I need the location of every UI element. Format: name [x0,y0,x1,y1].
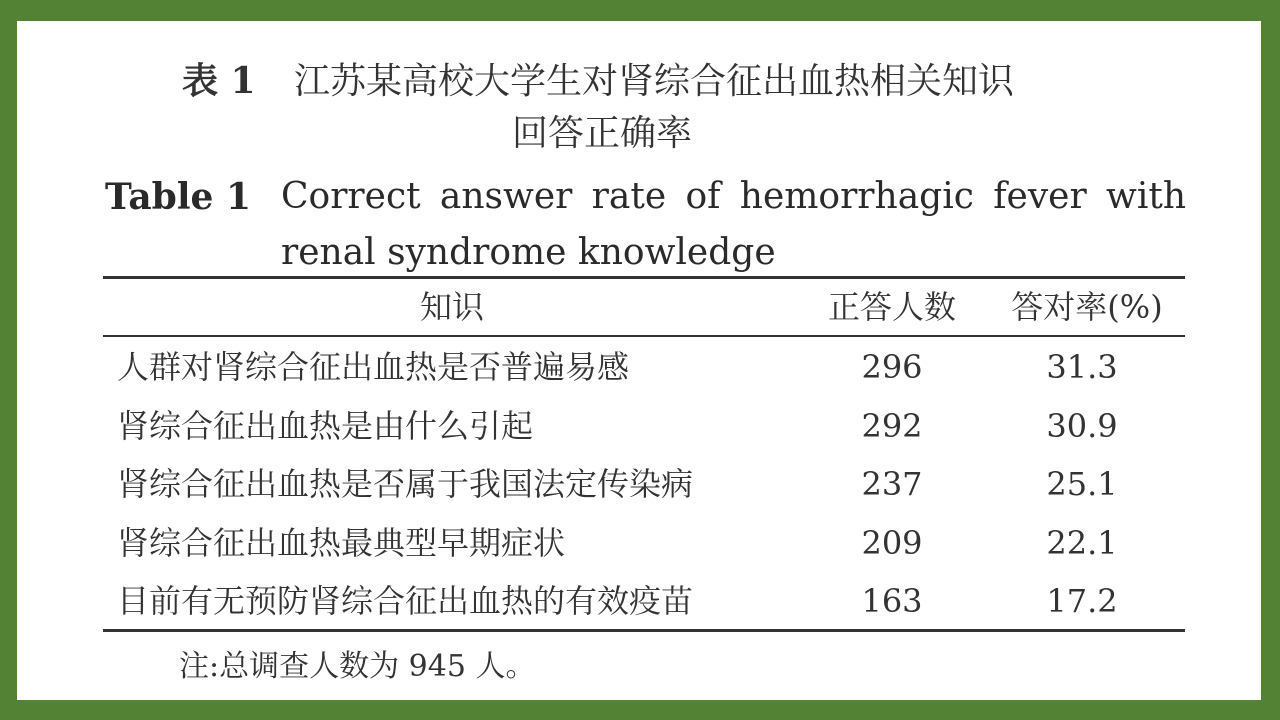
header-correct-count: 正答人数 [827,288,956,326]
document-page [17,21,1261,700]
cell-rate: 30.9 [1046,406,1118,445]
table-row [17,343,1261,402]
table-header-rule [103,335,1185,337]
table-footnote: 注:总调查人数为 945 人。 [179,649,536,684]
cell-knowledge: 肾综合征出血热是否属于我国法定传染病 [117,465,694,503]
cell-knowledge: 人群对肾综合征出血热是否普遍易感 [117,348,630,386]
cell-knowledge: 目前有无预防肾综合征出血热的有效疫苗 [117,582,694,620]
chinese-title-line2: 回答正确率 [511,113,692,154]
cell-count: 292 [861,406,923,445]
cell-knowledge: 肾综合征出血热是由什么引起 [117,406,534,445]
table-row [17,577,1261,636]
english-title [105,169,1195,281]
english-title-text: Correct answer rate of hemorrhagic fever with renal syndrome knowledge [281,176,1186,273]
table-top-rule [103,276,1185,279]
cell-count: 237 [861,465,923,503]
cell-count: 163 [861,582,923,620]
cell-count: 296 [861,348,923,386]
cell-knowledge: 肾综合征出血热最典型早期症状 [117,523,566,562]
table-bottom-rule [103,629,1185,632]
table-body [17,343,1261,636]
header-knowledge: 知识 [419,288,484,326]
cell-rate: 25.1 [1046,465,1118,503]
table-row [17,460,1261,519]
table-row [17,519,1261,578]
cell-rate: 22.1 [1046,523,1118,562]
header-correct-rate: 答对率(%) [1011,288,1163,326]
cell-rate: 31.3 [1046,348,1118,386]
chinese-table-label: 表 1 [182,60,256,102]
table-row [17,402,1261,461]
english-table-label: Table 1 [105,176,252,218]
cell-rate: 17.2 [1046,582,1118,620]
chinese-title-line1: 江苏某高校大学生对肾综合征出血热相关知识 [294,61,1015,102]
chinese-title [182,55,1182,160]
cell-count: 209 [861,523,923,562]
